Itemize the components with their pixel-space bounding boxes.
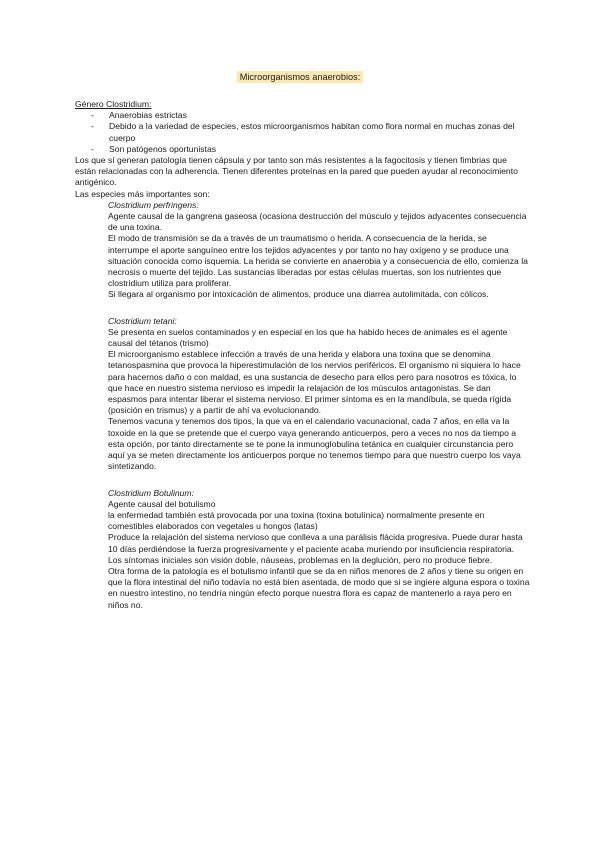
document-title: Microorganismos anaerobios: <box>237 71 364 83</box>
intro-paragraph: Los que sí generan patología tienen cápsula y por tanto son más resistentes a la fagocitosis y tienen fimbrias que están relacionadas con la adherencia. Tienen diferentes proteínas en la pared que pueden ayudar al reconocimiento antigénico. <box>75 155 518 188</box>
genus-heading: Género Clostridium: <box>75 99 152 109</box>
species-paragraph: El microorganismo establece infección a través de una herida y elabora una toxina que se denomina tetanospasmina que provoca la hiperestimulación de los nervios periféricos. El organismo ni siquiera lo hace para hacernos daño o con maldad, es una sustancia de desecho para ellos pero para nosotros es tóxica, lo que hace en nuestro sistema nervioso es impedir la relajación de los músculos antagonistas. Se dan espasmos para intentar liberar el sistema nervioso. El primer síntoma es en la mandíbula, se queda rígida (posición en trismus) y a partir de ahí va evolucionando. <box>108 349 521 416</box>
bullet-item: - Son patógenos oportunistas <box>91 143 217 154</box>
species-paragraph: Agente causal de la gangrena gaseosa (ocasiona destrucción del músculo y tejidos adyacentes consecuencia de una toxina. <box>108 211 527 233</box>
species-perfringens <box>75 200 530 301</box>
species-paragraph: El modo de transmisión se da a través de un traumatismo o herida. A consecuencia de la herida, se interrumpe el aporte sanguíneo entre los tejidos adyacentes y por tanto no hay oxígeno y se produce una situación conocida como isquemia. La herida se convierte en anaerobia y a consecuencia de ello, comienza la necrosis o muerte del tejido. Las sustancias liberadas por estas células muertas, son los nutrientes que clostridium utiliza para proliferar. <box>108 233 528 289</box>
bullet-item: - Debido a la variedad de especies, estos microorganismos habitan como flora normal en muchas zonas del cuerpo <box>91 121 515 143</box>
bullet-list <box>75 110 530 155</box>
species-paragraph: Los síntomas iniciales son visión doble, náuseas, problemas en la deglución, pero no produce fiebre. <box>108 554 493 565</box>
species-paragraph: Agente causal del botulismo <box>108 498 216 509</box>
species-paragraph: Otra forma de la patología es el botulismo infantil que se da en niños menores de 2 años y tiene su origen en que la flora intestinal del niño todavía no está bien asentada, de modo que si se ingiere alguna espora o toxina en nuestro intestino, no tendría ningún efecto porque nuestra flora es capaz de mantenerlo a raya pero en niños no. <box>108 565 530 610</box>
title-container <box>0 71 600 83</box>
bullet-marker: - <box>91 110 94 121</box>
section-spacer <box>75 301 530 316</box>
species-paragraph: Tenemos vacuna y tenemos dos tipos, la que va en el calendario vacunacional, cada 7 años, en ella va la toxoide en la que se pretende que el cuerpo vaya generando anticuerpos, pero a veces no nos da tiempo a esta opción, por tanto directamente se te pone la inmunoglobulina tetánica en cualquier circunstancia pero aquí ya se meten directamente los anticuerpos porque no tenemos tiempo para que nuestro cuerpo los vaya sintetizando. <box>108 416 521 472</box>
species-intro: Las especies más importantes son: <box>75 188 210 199</box>
species-tetani <box>75 316 530 473</box>
document-body <box>75 99 530 611</box>
species-name: Clostridium Botulinum: <box>108 487 194 498</box>
species-name: Clostridium tetani: <box>108 315 177 326</box>
species-paragraph: Produce la relajación del sistema nervioso que conlleva a una parálisis flácida progresiva. Puede durar hasta 10 días perdiéndose la fuerza progresivamente y el paciente acaba muriendo por insuficiencia respiratoria. <box>108 532 523 554</box>
bullet-marker: - <box>91 121 94 132</box>
species-name: Clostridium perfringens: <box>108 199 199 210</box>
bullet-item: - Anaerobias estrictas <box>91 110 187 121</box>
species-paragraph: Si llegara al organismo por intoxicación de alimentos, produce una diarrea autolimitada, con cólicos. <box>108 289 489 300</box>
bullet-marker: - <box>91 143 94 154</box>
section-spacer <box>75 473 530 488</box>
species-botulinum <box>75 488 530 611</box>
species-paragraph: Se presenta en suelos contaminados y en especial en los que ha habido heces de animales es el agente causal del tétanos (trismo) <box>108 326 508 349</box>
species-paragraph: la enfermedad también está provocada por una toxina (toxina botulínica) normalmente presente en comestibles elaborados con vegetales u hongos (latas) <box>108 509 485 532</box>
